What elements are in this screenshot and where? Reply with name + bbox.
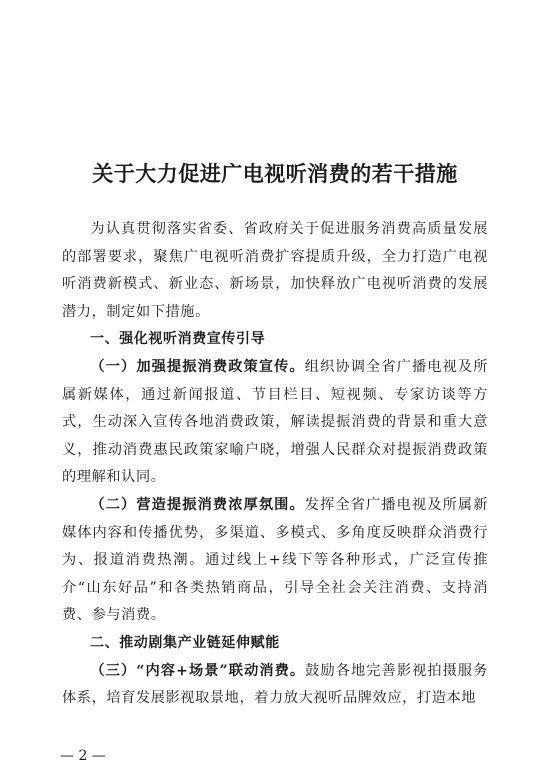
item-3-text: 鼓励各地完善影视拍摄服务体系，培育发展影视取景地，着力放大视听品牌效应，打造本地 <box>62 662 488 707</box>
item-2-text: 发挥全省广播电视及所属新媒体内容和传播优势，多渠道、多模式、多角度反映群众消费行为、报道消费热潮。通过线上+线下等各种形式，广泛宣传推介“山东好品”和各类热销商品，引导全社会关注消费、支持消费、参与消费。 <box>62 496 489 624</box>
section-heading-2: 二、推动剧集产业链延伸赋能 <box>90 634 280 651</box>
item-2-title: （二）营造提振消费浓厚氛围。 <box>90 496 305 513</box>
page-number: — 2 — <box>60 748 106 764</box>
document-body <box>62 216 488 713</box>
section-heading-1: 一、强化视听消费宣传引导 <box>90 331 266 348</box>
paragraph-item-1 <box>62 354 488 492</box>
item-1-title: （一）加强提振消费政策宣传。 <box>90 358 305 375</box>
item-1-text: 组织协调全省广播电视及所属新媒体，通过新闻报道、节目栏目、短视频、专家访谈等方式，生动深入宣传各地消费政策，解读提振消费的背景和重大意义，推动消费惠民政策家喻户晓，增强人民群众对提振消费政策的理解和认同。 <box>62 358 489 486</box>
document-title: 关于大力促进广电视听消费的若干措施 <box>92 161 458 186</box>
paragraph-item-2 <box>62 492 488 630</box>
paragraph-item-3 <box>62 658 488 713</box>
intro-paragraph: 为认真贯彻落实省委、省政府关于促进服务消费高质量发展的部署要求，聚焦广电视听消费扩容提质升级，全力打造广电视听消费新模式、新业态、新场景，加快释放广电视听消费的发展潜力，制定如下措施。 <box>62 221 488 320</box>
item-3-title: （三）“内容+场景”联动消费。 <box>90 662 306 679</box>
